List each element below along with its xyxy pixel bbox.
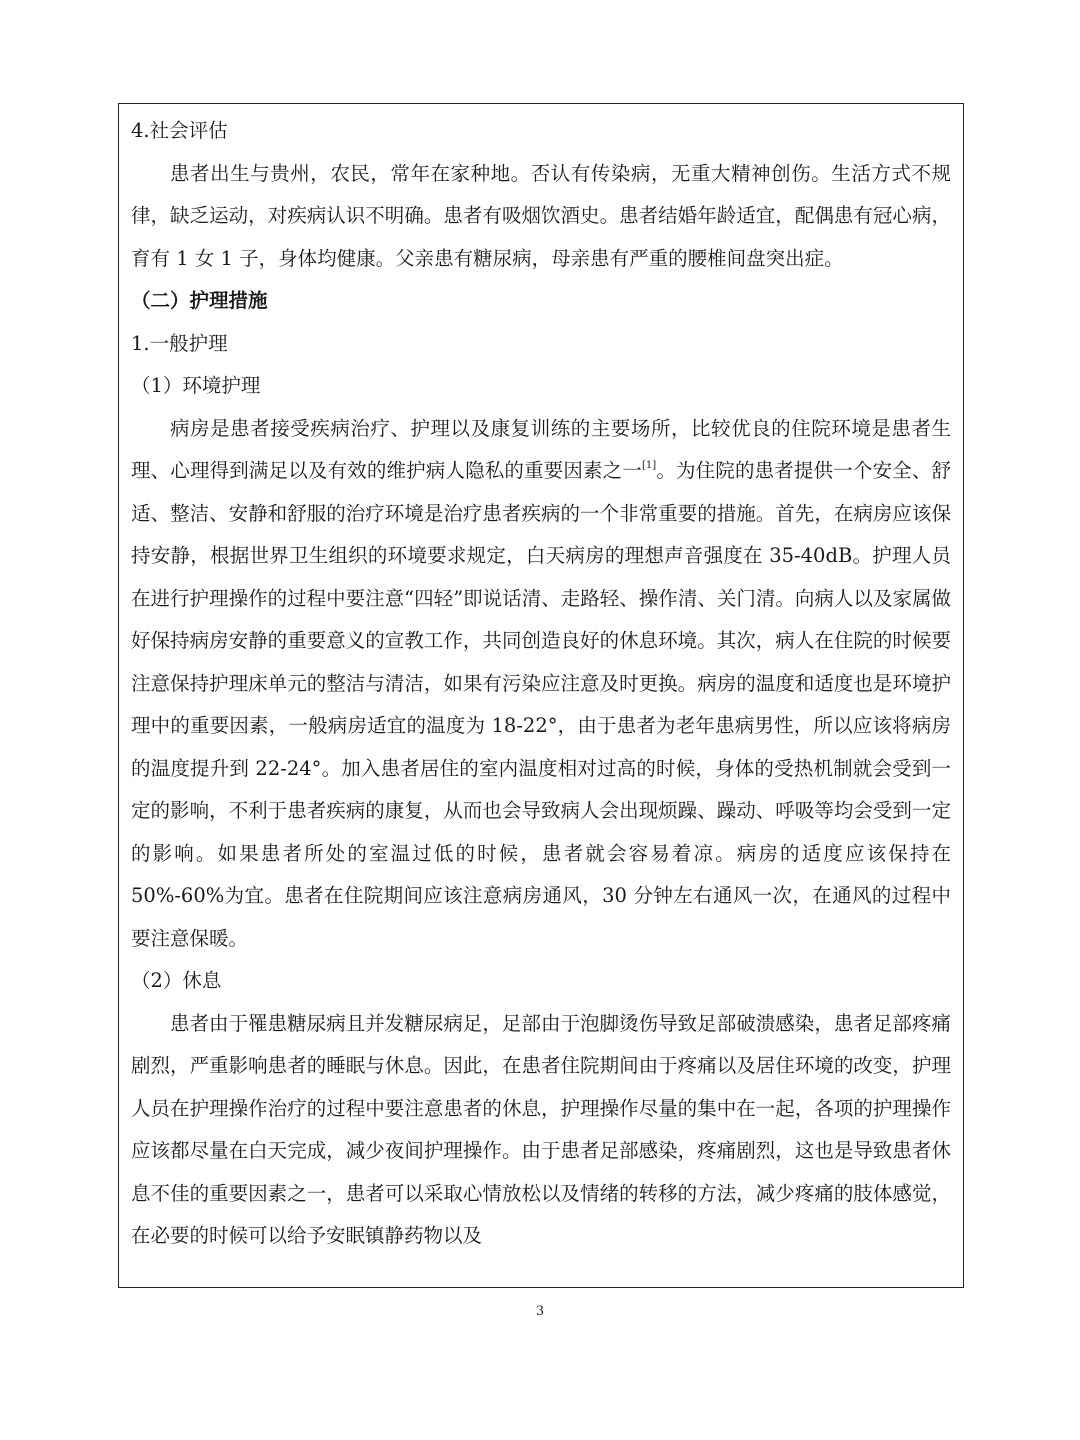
social-assessment-paragraph: 患者出生与贵州，农民，常年在家种地。否认有传染病，无重大精神创伤。生活方式不规律，缺乏运动，对疾病认识不明确。患者有吸烟饮酒史。患者结婚年龄适宜，配偶患有冠心病，育有 1 女 1 子，身体均健康。父亲患有糖尿病，母亲患有严重的腰椎间盘突出症。 [131,161,951,270]
environment-care-heading: （1）环境护理 [131,374,261,397]
general-care-heading: 1.一般护理 [131,331,228,355]
citation-reference: [1] [642,460,657,471]
environment-paragraph-part2: 。为住院的患者提供一个安全、舒适、整洁、安静和舒服的治疗环境是治疗患者疾病的一个非常重要的措施。首先，在病房应该保持安静，根据世界卫生组织的环境要求规定，白天病房的理想声音强度在 35-40dB。护理人员在进行护理操作的过程中要注意“四轻”即说话清、走路轻、操作清、关门清。向病人以及家属做好保持病房安静的重要意义的宣教工作，共同创造良好的休息环境。其次，病人在住院的时候要注意保持护理床单元的整洁与清洁，如果有污染应注意及时更换。病房的温度和适度也是环境护理中的重要因素，一般病房适宜的温度为 18-22°，由于患者为老年患病男性，所以应该将病房的温度提升到 22-24°。加入患者居住的室内温度相对过高的时候，身体的受热机制就会受到一定的影响，不利于患者疾病的康复，从而也会导致病人会出现烦躁、躁动、呼吸等均会受到一定的影响。如果患者所处的室温过低的时候，患者就会容易着凉。病房的适度应该保持在 50%-60%为宜。患者在住院期间应该注意病房通风，30 分钟左右通风一次，在通风的过程中要注意保暖。 [131,459,951,950]
nursing-measures-heading: （二）护理措施 [131,289,268,312]
rest-paragraph: 患者由于罹患糖尿病且并发糖尿病足，足部由于泡脚烫伤导致足部破溃感染，患者足部疼痛剧烈，严重影响患者的睡眠与休息。因此，在患者住院期间由于疼痛以及居住环境的改变，护理人员在护理操作治疗的过程中要注意患者的休息，护理操作尽量的集中在一起，各项的护理操作应该都尽量在白天完成，减少夜间护理操作。由于患者足部感染，疼痛剧烈，这也是导致患者休息不佳的重要因素之一，患者可以采取心情放松以及情绪的转移的方法，减少疼痛的肢体感觉，在必要的时候可以给予安眠镇静药物以及 [131,1011,951,1247]
content-frame [118,103,964,1288]
environment-paragraph-part1: 病房是患者接受疾病治疗、护理以及康复训练的主要场所，比较优良的住院环境是患者生理、心理得到满足以及有效的维护病人隐私的重要因素之一 [131,416,951,482]
page-number: 3 [536,1303,544,1319]
section-heading-social-assessment: 4.社会评估 [131,119,228,142]
rest-heading: （2）休息 [131,969,222,992]
environment-care-paragraph [131,408,951,961]
